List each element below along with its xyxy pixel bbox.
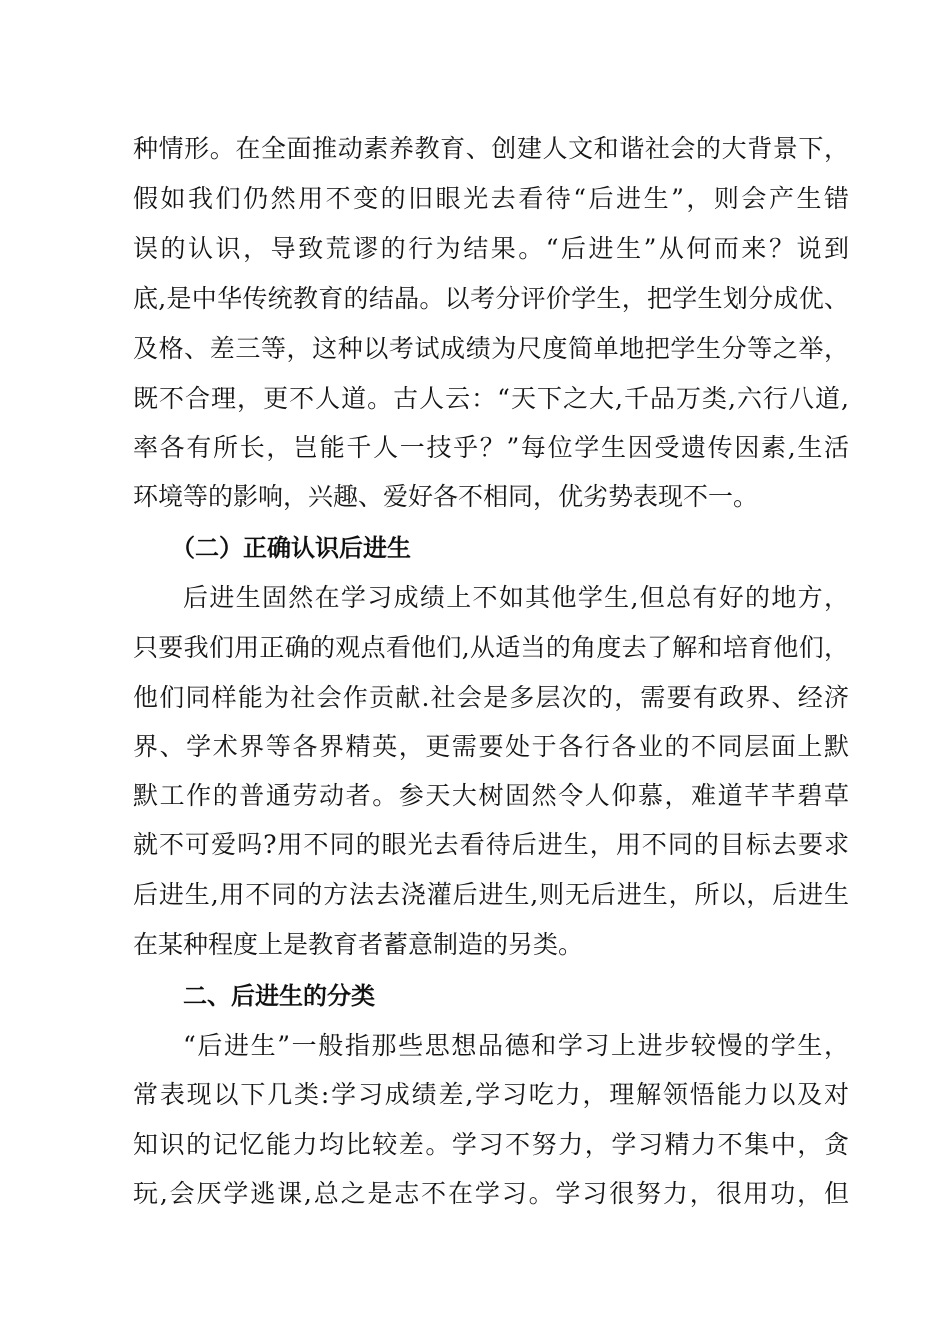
paragraph-1-line-2: 假如我们仍然用不变的旧眼光去看待“后进生”，则会产生错 xyxy=(133,184,849,213)
paragraph-2-line-5: 默工作的普通劳动者。参天大树固然令人仰慕，难道芊芊碧草 xyxy=(133,781,849,810)
paragraph-1-line-8: 环境等的影响，兴趣、爱好各不相同，优劣势表现不一。 xyxy=(133,482,759,511)
paragraph-3-line-3: 知识的记忆能力均比较差。学习不努力，学习精力不集中，贪 xyxy=(133,1130,849,1159)
paragraph-2-line-2: 只要我们用正确的观点看他们,从适当的角度去了解和培育他们， xyxy=(133,633,849,662)
paragraph-3-line-1: “后进生”一般指那些思想品德和学习上进步较慢的学生， xyxy=(183,1031,849,1060)
paragraph-2-line-7: 后进生,用不同的方法去浇灌后进生,则无后进生，所以，后进生 xyxy=(133,880,849,909)
paragraph-2-line-3: 他们同样能为社会作贡献.社会是多层次的，需要有政界、经济 xyxy=(133,683,849,712)
paragraph-1-line-5: 及格、差三等，这种以考试成绩为尺度简单地把学生分等之举， xyxy=(133,334,849,363)
paragraph-1-line-7: 率各有所长，岂能千人一技乎？”每位学生因受遗传因素,生活 xyxy=(133,433,849,462)
paragraph-2-line-1: 后进生固然在学习成绩上不如其他学生,但总有好的地方， xyxy=(183,583,849,612)
paragraph-1-line-1: 种情形。在全面推动素养教育、创建人文和谐社会的大背景下， xyxy=(133,134,849,163)
paragraph-2-line-6: 就不可爱吗?用不同的眼光去看待后进生，用不同的目标去要求 xyxy=(133,830,849,859)
paragraph-3-line-2: 常表现以下几类:学习成绩差,学习吃力，理解领悟能力以及对 xyxy=(133,1080,849,1109)
paragraph-2-line-4: 界、学术界等各界精英，更需要处于各行各业的不同层面上默 xyxy=(133,732,849,761)
paragraph-2-line-8: 在某种程度上是教育者蓄意制造的另类。 xyxy=(133,930,584,959)
paragraph-3-line-4: 玩,会厌学逃课,总之是志不在学习。学习很努力，很用功，但 xyxy=(133,1179,849,1208)
section-heading-correct-understanding: （二）正确认识后进生 xyxy=(171,534,411,562)
paragraph-1-line-6: 既不合理，更不人道。古人云：“天下之大,千品万类,六行八道, xyxy=(133,384,849,413)
paragraph-1-line-4: 底,是中华传统教育的结晶。以考分评价学生，把学生划分成优、 xyxy=(133,284,849,313)
paragraph-1-line-3: 误的认识，导致荒谬的行为结果。“后进生”从何而来？说到 xyxy=(133,234,849,263)
section-heading-classification: 二、后进生的分类 xyxy=(183,982,375,1010)
